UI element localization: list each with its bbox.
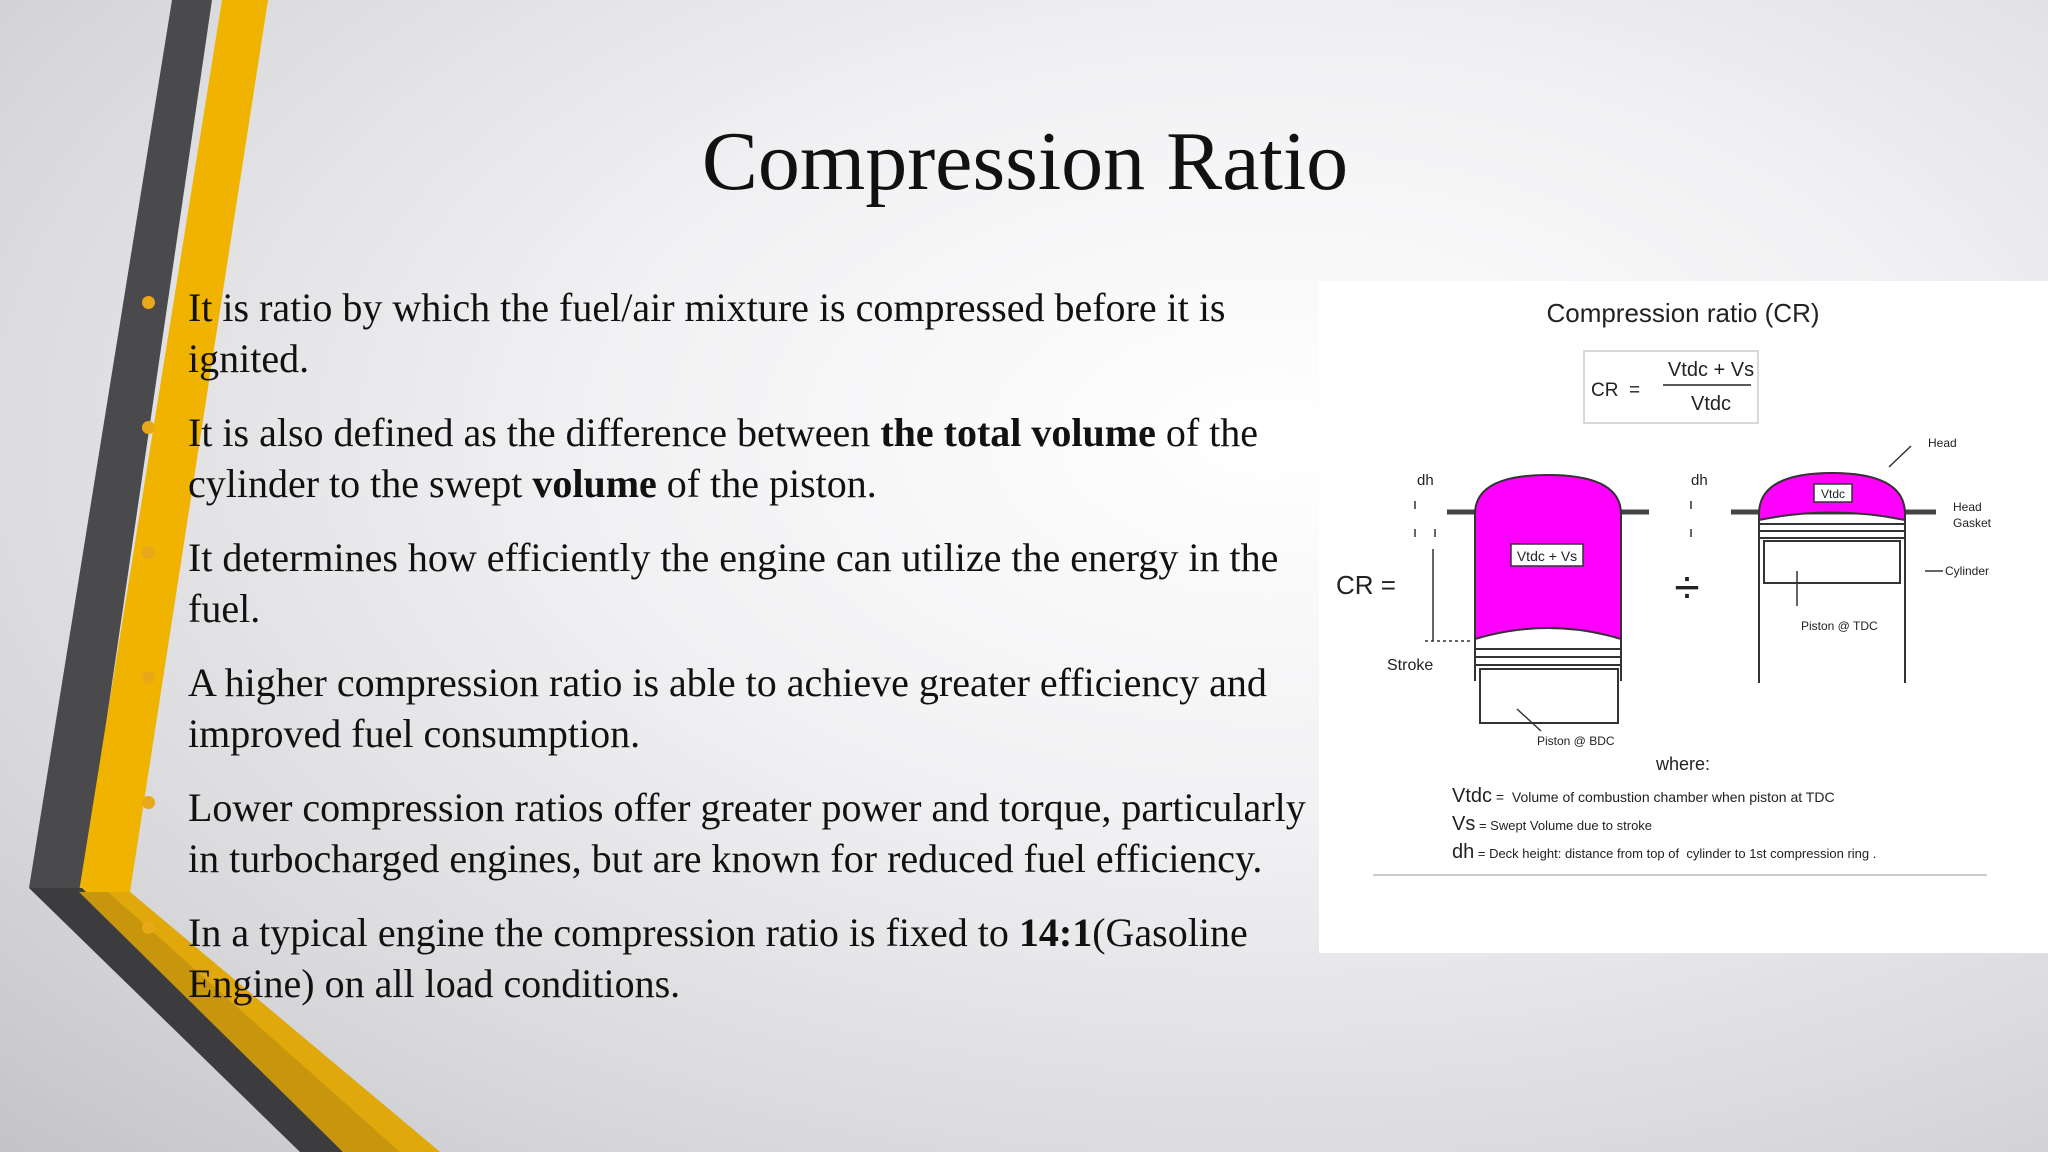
bullet-item xyxy=(140,657,1315,759)
definition-vtdc-text: = Volume of combustion chamber when piston at TDC xyxy=(1492,789,1835,805)
head-gasket-label-2: Gasket xyxy=(1953,516,1992,530)
bullet-dot-icon xyxy=(142,546,155,559)
where-label: where: xyxy=(1656,754,1711,774)
slide-title: Compression Ratio xyxy=(701,115,1349,208)
bullet-dot-icon xyxy=(142,921,155,934)
bullet-text-bold: 14:1 xyxy=(1018,910,1093,955)
bullet-dot-icon xyxy=(142,796,155,809)
definition-dh-symbol: dh xyxy=(1452,841,1475,863)
right-volume-label: Vtdc xyxy=(1820,487,1846,501)
definition-vs xyxy=(1452,813,1652,835)
bullet-dot-icon xyxy=(142,421,155,434)
left-piston-rings xyxy=(1475,649,1621,665)
bullet-dot-icon xyxy=(142,296,155,309)
head-label: Head xyxy=(1928,436,1957,450)
bullet-text-bold: volume xyxy=(532,461,657,506)
left-volume-label: Vtdc + Vs xyxy=(1516,548,1578,564)
bullet-text: (Gasoline Engine) on all load conditions. xyxy=(188,910,1248,1006)
figure-title: Compression ratio (CR) xyxy=(1546,298,1820,328)
dh-right-label: dh xyxy=(1691,472,1708,489)
right-piston-rings xyxy=(1759,524,1905,538)
bullet-text: It determines how efficiently the engine can utilize the energy in the fuel. xyxy=(188,535,1279,631)
dh-left-label: dh xyxy=(1417,472,1434,489)
head-gasket-label-1: Head xyxy=(1953,500,1982,514)
bullet-text: Lower compression ratios offer greater power and torque, particularly in turbocharged engines, but are known for reduced fuel efficiency. xyxy=(188,785,1306,881)
bullet-item xyxy=(140,782,1315,884)
definition-vs-text: = Swept Volume due to stroke xyxy=(1475,818,1653,833)
bullet-item xyxy=(140,907,1315,1009)
definition-vtdc-symbol: Vtdc xyxy=(1452,785,1493,807)
compression-ratio-diagram xyxy=(1319,281,2048,953)
formula-denominator: Vtdc xyxy=(1690,393,1732,415)
bullet-text: of the piston. xyxy=(656,461,877,506)
right-piston xyxy=(1764,541,1900,583)
bullet-list xyxy=(140,282,1315,1032)
definition-vs-symbol: Vs xyxy=(1452,813,1476,835)
bullet-item xyxy=(140,532,1315,634)
bullet-item xyxy=(140,282,1315,384)
bullet-text: In a typical engine the compression ratio is fixed to xyxy=(188,910,1019,955)
compression-ratio-figure xyxy=(1319,281,2048,953)
divide-sign: ÷ xyxy=(1674,561,1700,613)
bullet-item xyxy=(140,407,1315,509)
head-pointer xyxy=(1889,446,1911,467)
stroke-dimension xyxy=(1415,501,1473,641)
bullet-dot-icon xyxy=(142,671,155,684)
piston-bdc-label: Piston @ BDC xyxy=(1537,734,1615,748)
bullet-text: It is also defined as the difference between xyxy=(188,410,881,455)
formula-lhs: CR = xyxy=(1591,380,1641,401)
formula-numerator: Vtdc + Vs xyxy=(1667,359,1755,381)
bullet-text: It is ratio by which the fuel/air mixture is compressed before it is ignited. xyxy=(188,285,1226,381)
cr-equals-label: CR = xyxy=(1336,570,1396,600)
bullet-text: A higher compression ratio is able to achieve greater efficiency and improved fuel consumption. xyxy=(188,660,1267,756)
piston-tdc-label: Piston @ TDC xyxy=(1801,619,1878,633)
bullet-text-bold: the total volume xyxy=(880,410,1156,455)
definition-vtdc xyxy=(1452,785,1835,807)
cylinder-label: Cylinder xyxy=(1945,564,1990,578)
stroke-label: Stroke xyxy=(1387,657,1434,674)
definition-dh xyxy=(1452,841,1876,863)
definition-dh-text: = Deck height: distance from top of cylinder to 1st compression ring . xyxy=(1474,846,1877,861)
bullet-text: of the cylinder to the swept xyxy=(188,410,1259,506)
left-piston xyxy=(1480,669,1618,723)
